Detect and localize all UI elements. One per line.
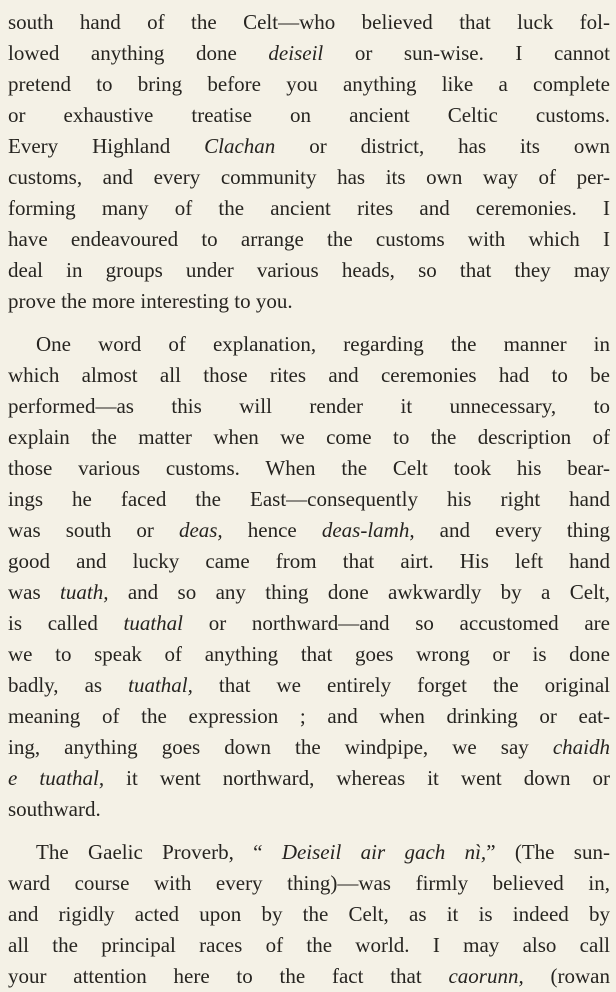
text-line [8,391,610,422]
text-line [8,515,610,546]
text-line [8,868,610,899]
text-span: or exhaustive treatise on ancient Celtic customs. [8,103,610,127]
text-line [8,69,610,100]
text-span: those various customs. When the Celt took his bear- [8,456,610,480]
italic-term: e tuathal, [8,766,105,790]
italic-term: deas-lamh, [321,518,415,542]
text-span: and every thing [414,518,610,542]
text-span: was [8,580,61,604]
text-span: or district, has its own [275,134,610,158]
text-span: The Gaelic Proverb, “ [36,840,282,864]
text-line [8,899,610,930]
text-span: ward course with every thing)—was firmly believed in, [8,871,610,895]
text-span: all the principal races of the world. I may also call [8,933,610,957]
text-line [8,639,610,670]
text-span: that we entirely forget the original [192,673,610,697]
text-line [8,930,610,961]
text-span: it went northward, whereas it went down or [104,766,610,790]
text-span: pretend to bring before you anything like a complete [8,72,610,96]
text-span: southward. [8,797,101,821]
text-line [8,255,610,286]
text-span: have endeavoured to arrange the customs with which I [8,227,610,251]
top-margin [8,0,610,7]
text-span: forming many of the ancient rites and ceremonies. I [8,196,610,220]
italic-term: tuathal, [128,673,193,697]
text-span: performed—as this will render it unnecessary, to [8,394,610,418]
text-line [8,224,610,255]
text-span: and so any thing done awkwardly by a Celt, [108,580,611,604]
text-span: meaning of the expression ; and when drinking or eat- [8,704,610,728]
italic-term: Deiseil air gach nì, [281,840,487,864]
text-span: ing, anything goes down the windpipe, we say [8,735,553,759]
text-span: or northward—and so accustomed are [183,611,610,635]
text-line [8,453,610,484]
text-line [8,732,610,763]
text-span: hence [222,518,322,542]
text-line [8,7,610,38]
page-text [8,7,610,992]
text-span: was south or [8,518,179,542]
text-line [8,961,610,992]
text-span: prove the more interesting to you. [8,289,293,313]
text-line [8,329,610,360]
text-span: Every Highland [8,134,205,158]
text-span: ings he faced the East—consequently his right hand [8,487,610,511]
text-span: customs, and every community has its own way of per- [8,165,610,189]
italic-term: chaidh [552,735,610,759]
text-span: ” (The sun- [486,840,610,864]
text-line [8,193,610,224]
text-span: badly, as [8,673,129,697]
text-line [8,162,610,193]
italic-term: tuath, [60,580,109,604]
paragraph [8,837,610,992]
italic-term: Clachan [204,134,276,158]
text-span: we to speak of anything that goes wrong or is done [8,642,610,666]
text-line [8,286,610,317]
text-line [8,360,610,391]
text-span: good and lucky came from that airt. His left hand [8,549,610,573]
text-span: is called [8,611,124,635]
text-line [8,422,610,453]
text-span: explain the matter when we come to the description of [8,425,610,449]
text-span: deal in groups under various heads, so that they may [8,258,610,282]
paragraph [8,329,610,825]
text-line [8,763,610,794]
text-span: lowed anything done [8,41,269,65]
italic-term: deas, [178,518,223,542]
italic-term: deiseil [268,41,324,65]
italic-term: tuathal [123,611,184,635]
text-line [8,131,610,162]
text-span: south hand of the Celt—who believed that luck fol- [8,10,610,34]
text-span: your attention here to the fact that [8,964,449,988]
text-line [8,837,610,868]
text-line [8,701,610,732]
text-line [8,100,610,131]
text-span: which almost all those rites and ceremonies had to be [8,363,610,387]
text-span: One word of explanation, regarding the manner in [36,332,610,356]
paragraph [8,7,610,317]
italic-term: caorunn, [448,964,524,988]
text-line [8,794,610,825]
text-span: or sun-wise. I cannot [323,41,610,65]
text-line [8,670,610,701]
text-line [8,38,610,69]
text-line [8,484,610,515]
text-line [8,608,610,639]
text-line [8,546,610,577]
text-span: (rowan [523,964,610,988]
text-span: and rigidly acted upon by the Celt, as it is indeed by [8,902,610,926]
text-line [8,577,610,608]
